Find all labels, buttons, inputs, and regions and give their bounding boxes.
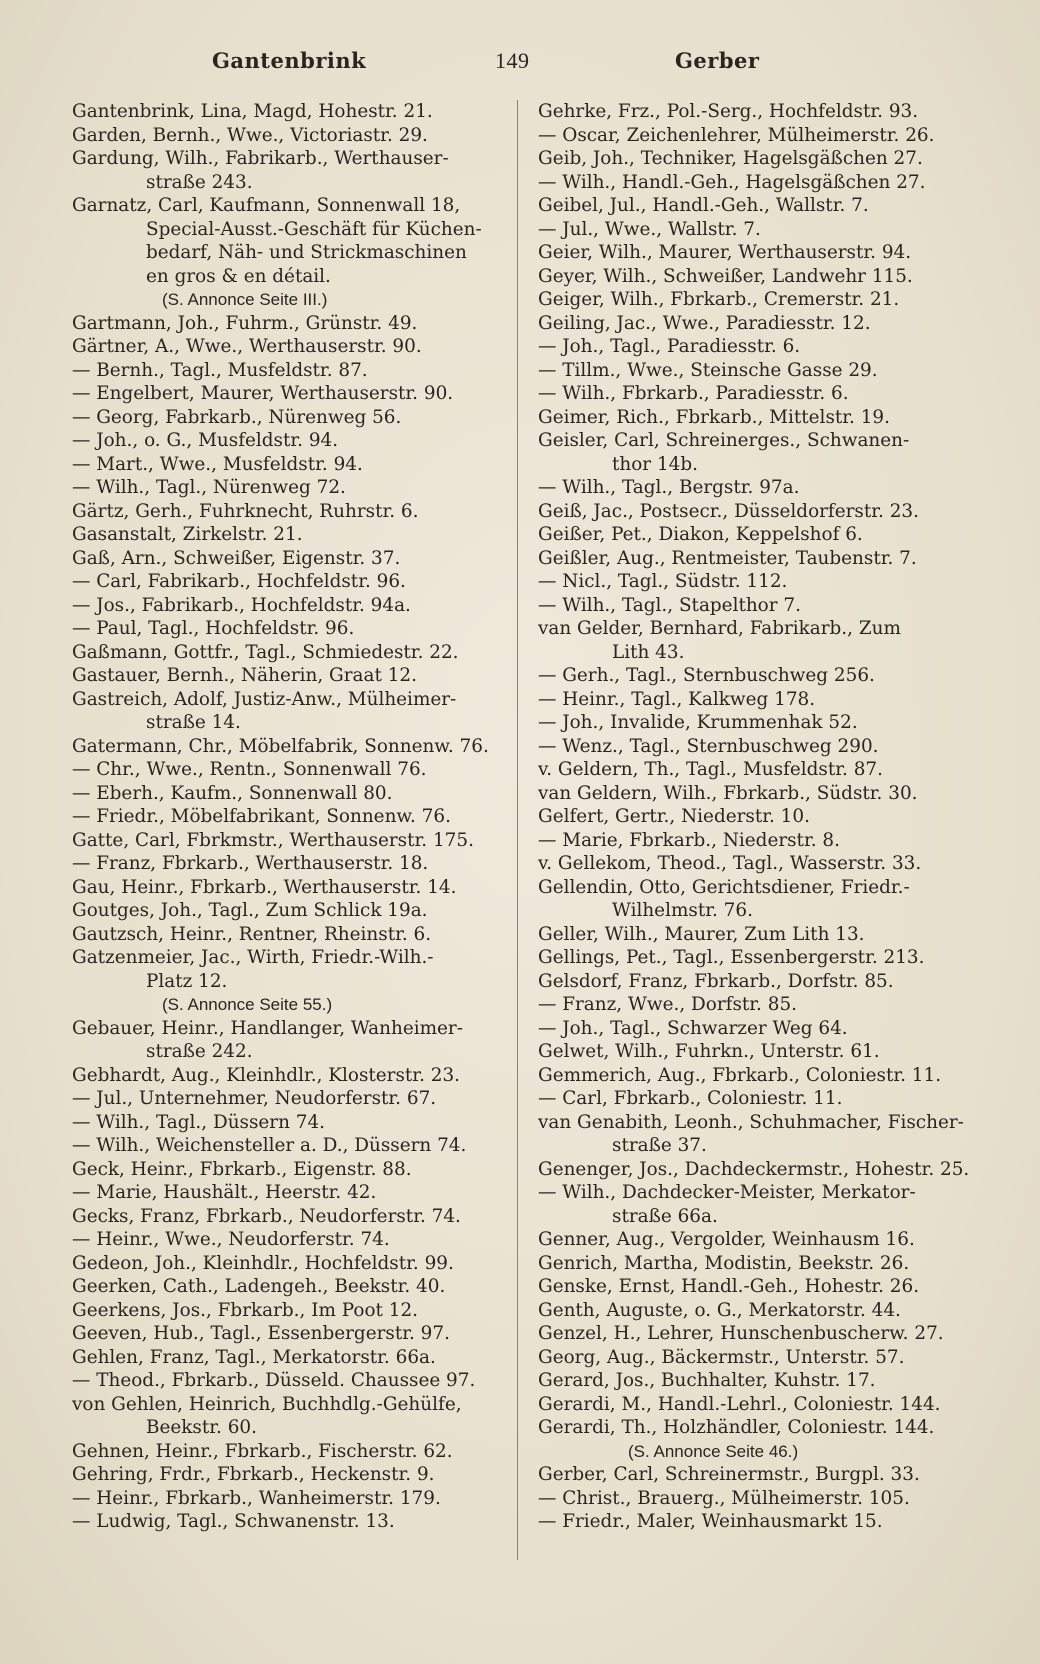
entry-line: Garnatz, Carl, Kaufmann, Sonnenwall 18, bbox=[72, 195, 461, 216]
entry-continuation-line: Platz 12. bbox=[146, 970, 228, 992]
entry-line: Georg, Aug., Bäckermstr., Unterstr. 57. bbox=[538, 1346, 905, 1368]
directory-entry bbox=[538, 171, 980, 195]
directory-entry bbox=[538, 124, 980, 148]
directory-entry bbox=[538, 782, 980, 806]
entry-line: — Heinr., Tagl., Kalkweg 178. bbox=[538, 688, 816, 710]
entry-line: — Wenz., Tagl., Sternbuschweg 290. bbox=[538, 735, 879, 757]
entry-line: — Eberh., Kaufm., Sonnenwall 80. bbox=[72, 782, 393, 804]
entry-line: Gastreich, Adolf, Justiz-Anw., Mülheimer- bbox=[72, 688, 457, 710]
directory-entry bbox=[538, 1275, 980, 1299]
entry-line: Gärtner, A., Wwe., Werthauserstr. 90. bbox=[72, 336, 422, 357]
column-divider bbox=[517, 100, 518, 1560]
directory-entry bbox=[72, 100, 514, 124]
entry-line: Geißler, Aug., Rentmeister, Taubenstr. 7. bbox=[538, 547, 917, 569]
entry-line: Gaßmann, Gottfr., Tagl., Schmiedestr. 22. bbox=[72, 641, 459, 663]
directory-entry bbox=[538, 382, 980, 406]
directory-entry bbox=[538, 1463, 980, 1487]
entry-line: Gärtz, Gerh., Fuhrknecht, Ruhrstr. 6. bbox=[72, 500, 419, 522]
directory-entry bbox=[538, 1181, 980, 1228]
entry-line: Geimer, Rich., Fbrkarb., Mittelstr. 19. bbox=[538, 406, 890, 428]
entry-line: Gebhardt, Aug., Kleinhdlr., Klosterstr. 23. bbox=[72, 1064, 461, 1086]
directory-entry bbox=[538, 688, 980, 712]
entry-line: Gaß, Arn., Schweißer, Eigenstr. 37. bbox=[72, 547, 401, 569]
directory-entry bbox=[72, 406, 514, 430]
directory-entry bbox=[538, 429, 980, 476]
directory-entry bbox=[538, 1252, 980, 1276]
entry-line: Geiß, Jac., Postsecr., Düsseldorferstr. 23. bbox=[538, 500, 919, 522]
entry-continuation-line: straße 37. bbox=[612, 1135, 707, 1156]
directory-entry bbox=[72, 476, 514, 500]
directory-entry bbox=[538, 664, 980, 688]
entry-line: — Paul, Tagl., Hochfeldstr. 96. bbox=[72, 618, 355, 639]
entry-line: — Friedr., Maler, Weinhausmarkt 15. bbox=[538, 1511, 883, 1532]
directory-entry bbox=[72, 1369, 514, 1393]
directory-entry bbox=[72, 1322, 514, 1346]
entry-line: Gehring, Frdr., Fbrkarb., Heckenstr. 9. bbox=[72, 1464, 435, 1485]
entry-line: v. Geldern, Th., Tagl., Musfeldstr. 87. bbox=[538, 759, 883, 780]
directory-entry bbox=[538, 923, 980, 947]
entry-line: Gerard, Jos., Buchhalter, Kuhstr. 17. bbox=[538, 1370, 876, 1391]
directory-entry bbox=[538, 1322, 980, 1346]
entry-line: Geier, Wilh., Maurer, Werthauserstr. 94. bbox=[538, 242, 912, 263]
entry-continuation-line: bedarf, Näh- und Strickmaschinen bbox=[146, 242, 467, 263]
directory-entry bbox=[72, 1275, 514, 1299]
entry-line: — Jos., Fabrikarb., Hochfeldstr. 94a. bbox=[72, 594, 411, 616]
directory-entry bbox=[538, 1228, 980, 1252]
entry-line: — Mart., Wwe., Musfeldstr. 94. bbox=[72, 453, 363, 475]
directory-entry bbox=[72, 523, 514, 547]
directory-entry bbox=[538, 100, 980, 124]
entry-line: — Jul., Unternehmer, Neudorferstr. 67. bbox=[72, 1088, 437, 1109]
directory-entry bbox=[538, 1111, 980, 1158]
entry-line: Geiger, Wilh., Fbrkarb., Cremerstr. 21. bbox=[538, 289, 900, 310]
directory-entry bbox=[72, 1463, 514, 1487]
page-number: 149 bbox=[495, 48, 530, 73]
entry-continuation-line: straße 243. bbox=[146, 171, 253, 193]
directory-entry bbox=[72, 1134, 514, 1158]
directory-entry bbox=[538, 265, 980, 289]
directory-entry bbox=[72, 1299, 514, 1323]
entry-line: — Gerh., Tagl., Sternbuschweg 256. bbox=[538, 665, 875, 686]
entry-line: — Jul., Wwe., Wallstr. 7. bbox=[538, 218, 761, 240]
entry-line: — Engelbert, Maurer, Werthauserstr. 90. bbox=[72, 383, 454, 404]
directory-entry bbox=[72, 1087, 514, 1111]
directory-entry bbox=[538, 946, 980, 970]
directory-entry bbox=[538, 617, 980, 664]
entry-line: Geibel, Jul., Handl.-Geh., Wallstr. 7. bbox=[538, 195, 869, 216]
entry-line: Gehlen, Franz, Tagl., Merkatorstr. 66a. bbox=[72, 1346, 436, 1368]
left-column bbox=[72, 100, 514, 1534]
directory-entry bbox=[538, 359, 980, 383]
directory-entry bbox=[72, 876, 514, 900]
entry-line: — Chr., Wwe., Rentn., Sonnenwall 76. bbox=[72, 759, 427, 780]
entry-line: van Genabith, Leonh., Schuhmacher, Fischer- bbox=[538, 1111, 964, 1133]
entry-line: Genenger, Jos., Dachdeckermstr., Hohestr. 25. bbox=[538, 1158, 970, 1180]
entry-line: — Nicl., Tagl., Südstr. 112. bbox=[538, 571, 788, 592]
entry-line: Gerardi, M., Handl.-Lehrl., Coloniestr. 144. bbox=[538, 1393, 941, 1415]
entry-line: — Joh., o. G., Musfeldstr. 94. bbox=[72, 430, 339, 451]
entry-line: Geller, Wilh., Maurer, Zum Lith 13. bbox=[538, 923, 865, 945]
directory-entry bbox=[72, 429, 514, 453]
directory-entry bbox=[538, 1416, 980, 1440]
directory-entry bbox=[538, 805, 980, 829]
entry-line: Geiling, Jac., Wwe., Paradiesstr. 12. bbox=[538, 312, 871, 334]
directory-entry bbox=[538, 852, 980, 876]
annonce-reference bbox=[72, 993, 514, 1017]
directory-entry bbox=[72, 946, 514, 993]
entry-line: Gardung, Wilh., Fabrikarb., Werthauser- bbox=[72, 148, 449, 169]
directory-entry bbox=[538, 876, 980, 923]
entry-line: — Franz, Fbrkarb., Werthauserstr. 18. bbox=[72, 853, 429, 874]
entry-line: Gehrke, Frz., Pol.-Serg., Hochfeldstr. 93. bbox=[538, 101, 919, 122]
entry-line: Gerardi, Th., Holzhändler, Coloniestr. 144. bbox=[538, 1417, 935, 1438]
entry-line: von Gehlen, Heinrich, Buchhdlg.-Gehülfe, bbox=[72, 1393, 462, 1415]
entry-line: — Joh., Invalide, Krummenhak 52. bbox=[538, 712, 858, 733]
directory-entry bbox=[538, 1510, 980, 1534]
directory-entry bbox=[72, 570, 514, 594]
entry-line: — Franz, Wwe., Dorfstr. 85. bbox=[538, 994, 797, 1015]
directory-entry bbox=[72, 1393, 514, 1440]
directory-entry bbox=[72, 1440, 514, 1464]
header-left-keyword: Gantenbrink bbox=[212, 48, 367, 73]
directory-entry bbox=[538, 288, 980, 312]
directory-entry bbox=[538, 1393, 980, 1417]
directory-entry bbox=[538, 711, 980, 735]
entry-continuation-line: thor 14b. bbox=[612, 453, 698, 475]
directory-entry bbox=[72, 1064, 514, 1088]
entry-line: Genzel, H., Lehrer, Hunschenbuscherw. 27. bbox=[538, 1323, 944, 1344]
entry-line: — Ludwig, Tagl., Schwanenstr. 13. bbox=[72, 1511, 395, 1532]
directory-entry bbox=[72, 124, 514, 148]
entry-line: Gelfert, Gertr., Niederstr. 10. bbox=[538, 806, 810, 827]
directory-entry bbox=[72, 758, 514, 782]
directory-entry bbox=[72, 547, 514, 571]
entry-line: — Heinr., Fbrkarb., Wanheimerstr. 179. bbox=[72, 1487, 441, 1509]
directory-entry bbox=[538, 1369, 980, 1393]
directory-entry bbox=[72, 735, 514, 759]
entry-line: Gehnen, Heinr., Fbrkarb., Fischerstr. 62. bbox=[72, 1440, 453, 1462]
entry-line: — Marie, Fbrkarb., Niederstr. 8. bbox=[538, 829, 840, 851]
page-header bbox=[0, 48, 1040, 78]
entry-continuation-line: en gros & en détail. bbox=[146, 265, 331, 287]
entry-line: v. Gellekom, Theod., Tagl., Wasserstr. 33. bbox=[538, 853, 922, 874]
directory-entry bbox=[538, 241, 980, 265]
entry-line: Geerkens, Jos., Fbrkarb., Im Poot 12. bbox=[72, 1299, 419, 1321]
annonce-text: (S. Annonce Seite 55.) bbox=[162, 995, 333, 1014]
entry-line: — Wilh., Handl.-Geh., Hagelsgäßchen 27. bbox=[538, 171, 926, 193]
directory-entry bbox=[538, 1017, 980, 1041]
directory-entry bbox=[72, 664, 514, 688]
annonce-text: (S. Annonce Seite 46.) bbox=[628, 1441, 799, 1461]
entry-line: — Marie, Haushält., Heerstr. 42. bbox=[72, 1182, 377, 1203]
annonce-text: (S. Annonce Seite III.) bbox=[162, 290, 328, 309]
entry-line: Gatermann, Chr., Möbelfabrik, Sonnenw. 76. bbox=[72, 735, 489, 757]
entry-line: — Oscar, Zeichenlehrer, Mülheimerstr. 26. bbox=[538, 124, 935, 146]
entry-line: — Wilh., Tagl., Bergstr. 97a. bbox=[538, 477, 800, 498]
entry-line: Gellendin, Otto, Gerichtsdiener, Friedr.- bbox=[538, 876, 910, 898]
entry-line: Geyer, Wilh., Schweißer, Landwehr 115. bbox=[538, 265, 913, 287]
entry-line: Genth, Auguste, o. G., Merkatorstr. 44. bbox=[538, 1299, 901, 1321]
right-column bbox=[538, 100, 980, 1534]
directory-entry bbox=[538, 1487, 980, 1511]
directory-entry bbox=[72, 1017, 514, 1064]
entry-continuation-line: Special-Ausst.-Geschäft für Küchen- bbox=[146, 218, 482, 240]
entry-line: — Bernh., Tagl., Musfeldstr. 87. bbox=[72, 359, 368, 381]
entry-line: — Tillm., Wwe., Steinsche Gasse 29. bbox=[538, 359, 878, 381]
directory-entry bbox=[538, 147, 980, 171]
directory-entry bbox=[72, 641, 514, 665]
directory-entry bbox=[538, 500, 980, 524]
directory-entry bbox=[72, 382, 514, 406]
directory-entry bbox=[72, 782, 514, 806]
entry-line: Geck, Heinr., Fbrkarb., Eigenstr. 88. bbox=[72, 1158, 412, 1180]
entry-continuation-line: straße 14. bbox=[146, 712, 241, 733]
directory-entry bbox=[538, 547, 980, 571]
directory-entry bbox=[538, 1064, 980, 1088]
directory-entry bbox=[538, 335, 980, 359]
entry-line: — Wilh., Tagl., Stapelthor 7. bbox=[538, 594, 801, 616]
directory-entry bbox=[538, 406, 980, 430]
entry-line: Geib, Joh., Techniker, Hagelsgäßchen 27. bbox=[538, 148, 923, 169]
entry-line: — Georg, Fabrkarb., Nürenweg 56. bbox=[72, 406, 402, 428]
directory-entry bbox=[72, 500, 514, 524]
directory-entry bbox=[72, 312, 514, 336]
directory-entry bbox=[538, 758, 980, 782]
directory-entry bbox=[72, 1158, 514, 1182]
directory-entry bbox=[72, 617, 514, 641]
directory-entry bbox=[538, 735, 980, 759]
entry-line: Geerken, Cath., Ladengeh., Beekstr. 40. bbox=[72, 1276, 446, 1297]
entry-line: Gelwet, Wilh., Fuhrkn., Unterstr. 61. bbox=[538, 1041, 880, 1062]
annonce-reference bbox=[72, 288, 514, 312]
entry-line: — Wilh., Tagl., Nürenweg 72. bbox=[72, 477, 346, 498]
directory-entry bbox=[72, 335, 514, 359]
entry-line: Gemmerich, Aug., Fbrkarb., Coloniestr. 11. bbox=[538, 1064, 942, 1086]
directory-entry bbox=[72, 1346, 514, 1370]
entry-line: Goutges, Joh., Tagl., Zum Schlick 19a. bbox=[72, 900, 428, 921]
entry-line: — Joh., Tagl., Schwarzer Weg 64. bbox=[538, 1017, 848, 1039]
entry-line: Gasanstalt, Zirkelstr. 21. bbox=[72, 524, 303, 545]
directory-entry bbox=[72, 688, 514, 735]
entry-line: Gelsdorf, Franz, Fbrkarb., Dorfstr. 85. bbox=[538, 970, 894, 992]
directory-entry bbox=[538, 993, 980, 1017]
entry-line: — Wilh., Fbrkarb., Paradiesstr. 6. bbox=[538, 383, 849, 404]
directory-entry bbox=[72, 1181, 514, 1205]
directory-entry bbox=[72, 1510, 514, 1534]
entry-line: — Joh., Tagl., Paradiesstr. 6. bbox=[538, 336, 801, 357]
directory-entry bbox=[538, 970, 980, 994]
entry-line: Gedeon, Joh., Kleinhdlr., Hochfeldstr. 99. bbox=[72, 1252, 454, 1274]
entry-line: Gerber, Carl, Schreinermstr., Burgpl. 33. bbox=[538, 1464, 920, 1485]
entry-line: — Friedr., Möbelfabrikant, Sonnenw. 76. bbox=[72, 806, 451, 827]
entry-line: — Christ., Brauerg., Mülheimerstr. 105. bbox=[538, 1487, 910, 1509]
entry-line: — Wilh., Dachdecker-Meister, Merkator- bbox=[538, 1182, 916, 1203]
directory-entry bbox=[72, 1252, 514, 1276]
directory-entry bbox=[538, 1299, 980, 1323]
entry-continuation-line: straße 66a. bbox=[612, 1205, 718, 1227]
directory-entry bbox=[72, 829, 514, 853]
directory-entry bbox=[538, 1158, 980, 1182]
entry-line: — Heinr., Wwe., Neudorferstr. 74. bbox=[72, 1229, 390, 1250]
entry-line: Geeven, Hub., Tagl., Essenbergerstr. 97. bbox=[72, 1323, 450, 1344]
directory-entry bbox=[72, 852, 514, 876]
directory-entry bbox=[538, 829, 980, 853]
directory-entry bbox=[538, 476, 980, 500]
entry-line: Genske, Ernst, Handl.-Geh., Hohestr. 26. bbox=[538, 1276, 920, 1297]
entry-continuation-line: straße 242. bbox=[146, 1041, 253, 1062]
directory-entry bbox=[538, 1040, 980, 1064]
directory-entry bbox=[72, 194, 514, 288]
entry-line: Gatte, Carl, Fbrkmstr., Werthauserstr. 175. bbox=[72, 829, 474, 851]
directory-entry bbox=[538, 1087, 980, 1111]
directory-entry bbox=[72, 1205, 514, 1229]
directory-entry bbox=[538, 312, 980, 336]
entry-line: Gautzsch, Heinr., Rentner, Rheinstr. 6. bbox=[72, 923, 432, 945]
directory-entry bbox=[538, 194, 980, 218]
directory-entry bbox=[538, 523, 980, 547]
entry-line: Geißer, Pet., Diakon, Keppelshof 6. bbox=[538, 524, 863, 545]
entry-line: Gantenbrink, Lina, Magd, Hohestr. 21. bbox=[72, 101, 433, 122]
entry-line: Gatzenmeier, Jac., Wirth, Friedr.-Wilh.- bbox=[72, 947, 434, 968]
directory-entry bbox=[538, 570, 980, 594]
directory-entry bbox=[538, 218, 980, 242]
directory-entry bbox=[72, 147, 514, 194]
entry-line: Garden, Bernh., Wwe., Victoriastr. 29. bbox=[72, 124, 428, 146]
entry-line: — Carl, Fbrkarb., Coloniestr. 11. bbox=[538, 1088, 843, 1109]
directory-entry bbox=[72, 1487, 514, 1511]
entry-line: — Carl, Fabrikarb., Hochfeldstr. 96. bbox=[72, 571, 406, 592]
directory-entry bbox=[72, 453, 514, 477]
entry-continuation-line: Wilhelmstr. 76. bbox=[612, 900, 753, 921]
entry-continuation-line: Beekstr. 60. bbox=[146, 1417, 257, 1438]
entry-line: Geisler, Carl, Schreinerges., Schwanen- bbox=[538, 430, 910, 451]
directory-entry bbox=[72, 1111, 514, 1135]
directory-entry bbox=[538, 594, 980, 618]
entry-line: Gebauer, Heinr., Handlanger, Wanheimer- bbox=[72, 1017, 463, 1039]
entry-line: Gartmann, Joh., Fuhrm., Grünstr. 49. bbox=[72, 312, 418, 334]
entry-line: — Wilh., Weichensteller a. D., Düssern 74. bbox=[72, 1135, 467, 1156]
entry-line: Gau, Heinr., Fbrkarb., Werthauserstr. 14. bbox=[72, 876, 457, 898]
directory-entry bbox=[72, 805, 514, 829]
directory-entry bbox=[72, 594, 514, 618]
annonce-reference bbox=[538, 1440, 980, 1464]
directory-entry bbox=[72, 359, 514, 383]
directory-entry bbox=[72, 1228, 514, 1252]
directory-entry bbox=[72, 899, 514, 923]
entry-line: — Theod., Fbrkarb., Düsseld. Chaussee 97. bbox=[72, 1370, 476, 1391]
entry-line: Gecks, Franz, Fbrkarb., Neudorferstr. 74. bbox=[72, 1205, 461, 1227]
entry-line: Gastauer, Bernh., Näherin, Graat 12. bbox=[72, 665, 417, 686]
header-right-keyword: Gerber bbox=[675, 48, 760, 73]
directory-entry bbox=[538, 1346, 980, 1370]
entry-line: Genner, Aug., Vergolder, Weinhausm 16. bbox=[538, 1229, 915, 1250]
entry-continuation-line: Lith 43. bbox=[612, 641, 685, 663]
entry-line: Gellings, Pet., Tagl., Essenbergerstr. 213. bbox=[538, 947, 925, 968]
entry-line: van Geldern, Wilh., Fbrkarb., Südstr. 30. bbox=[538, 782, 918, 804]
entry-line: Genrich, Martha, Modistin, Beekstr. 26. bbox=[538, 1252, 910, 1274]
entry-line: — Wilh., Tagl., Düssern 74. bbox=[72, 1111, 326, 1133]
entry-line: van Gelder, Bernhard, Fabrikarb., Zum bbox=[538, 618, 901, 639]
directory-entry bbox=[72, 923, 514, 947]
